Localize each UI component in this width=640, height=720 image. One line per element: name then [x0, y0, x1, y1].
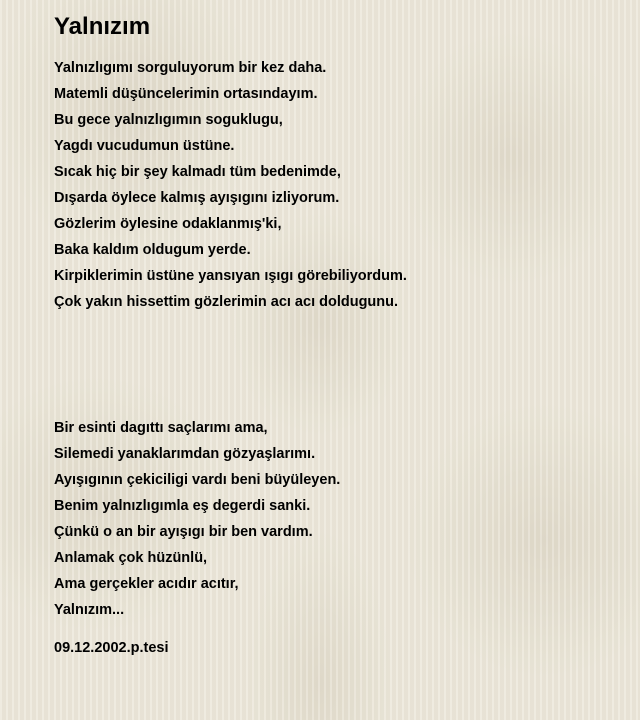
poem-line: Anlamak çok hüzünlü,	[54, 550, 208, 566]
poem-line: Sıcak hiç bir şey kalmadı tüm bedenimde,	[54, 164, 341, 180]
poem-line: Yalnızım...	[54, 602, 125, 618]
poem-container	[54, 12, 614, 661]
poem-line: Dışarda öylece kalmış ayışıgını izliyorum.	[54, 190, 340, 206]
poem-line: Yalnızlıgımı sorguluyorum bir kez daha.	[54, 60, 327, 76]
poem-line: Benim yalnızlıgımla eş degerdi sanki.	[54, 498, 311, 514]
poem-date-signature: 09.12.2002.p.tesi	[54, 640, 169, 656]
stanza-2	[54, 415, 614, 623]
poem-line: Gözlerim öylesine odaklanmış'ki,	[54, 216, 282, 232]
poem-line: Ayışıgının çekiciligi vardı beni büyüleyen.	[54, 472, 341, 488]
poem-line: Silemedi yanaklarımdan gözyaşlarımı.	[54, 446, 316, 462]
poem-line: Kirpiklerimin üstüne yansıyan ışıgı görebiliyordum.	[54, 268, 407, 284]
poem-line: Matemli düşüncelerimin ortasındayım.	[54, 86, 318, 102]
stanza-1	[54, 55, 614, 315]
poem-line: Baka kaldım oldugum yerde.	[54, 242, 251, 258]
poem-line: Çünkü o an bir ayışıgı bir ben vardım.	[54, 524, 313, 540]
poem-line: Bir esinti dagıttı saçlarımı ama,	[54, 420, 268, 436]
poem-line: Bu gece yalnızlıgımın soguklugu,	[54, 112, 283, 128]
poem-title: Yalnızım	[54, 13, 151, 40]
poem-line: Çok yakın hissettim gözlerimin acı acı doldugunu.	[54, 294, 399, 310]
poem-line: Ama gerçekler acıdır acıtır,	[54, 576, 239, 592]
poem-line: Yagdı vucudumun üstüne.	[54, 138, 235, 154]
